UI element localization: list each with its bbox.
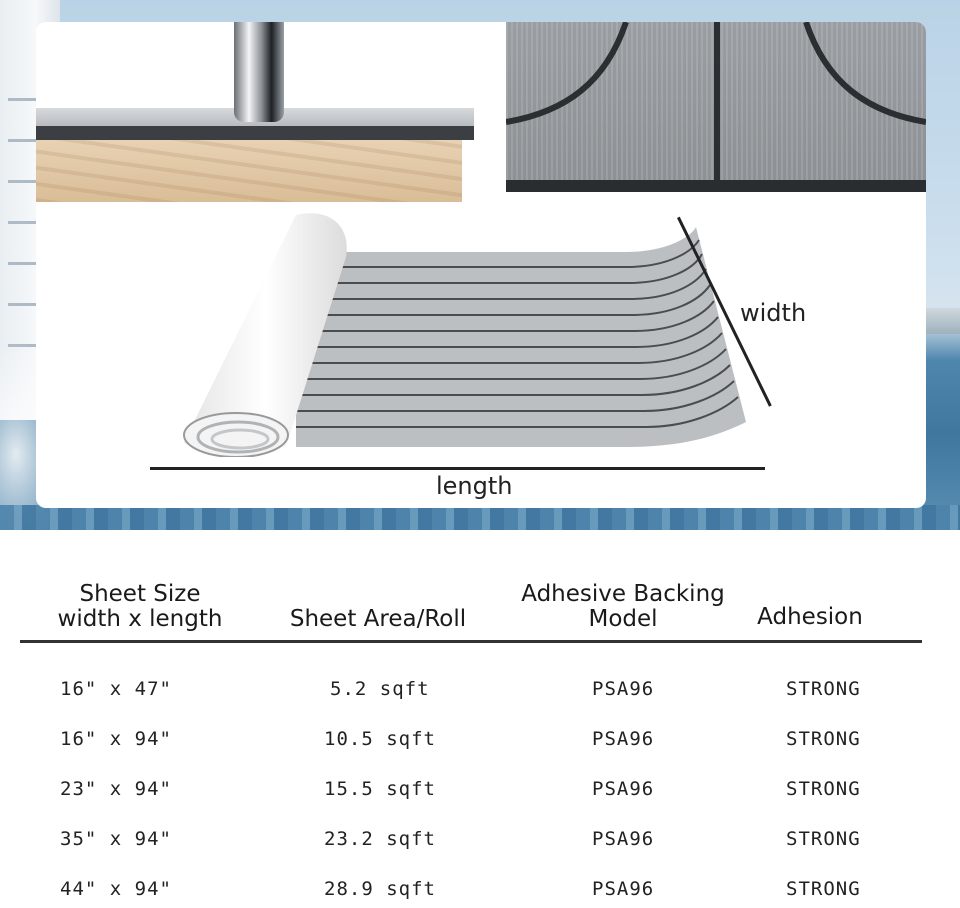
width-label: width (740, 299, 807, 327)
adhesion-cell: STRONG (786, 828, 861, 850)
steel-pole (234, 22, 284, 122)
spec-table (0, 530, 960, 904)
adhesion-cell: STRONG (786, 778, 861, 800)
size-cell: 23" x 94" (60, 778, 172, 800)
length-label: length (436, 472, 513, 500)
adhesion-cell: STRONG (786, 678, 861, 700)
header-sheet-size: Sheet Size width x length (57, 581, 223, 632)
area-cell: 28.9 sqft (324, 878, 436, 900)
area-cell: 10.5 sqft (324, 728, 436, 750)
table-row (0, 828, 960, 858)
model-cell: PSA96 (592, 778, 655, 800)
wood-substrate (36, 140, 462, 202)
header-adhesion: Adhesion (757, 604, 863, 630)
adhesion-cell: STRONG (786, 878, 861, 900)
groove-closeup-image (506, 22, 926, 192)
size-cell: 16" x 47" (60, 678, 172, 700)
model-cell: PSA96 (592, 828, 655, 850)
area-cell: 15.5 sqft (324, 778, 436, 800)
adhesion-cell: STRONG (786, 728, 861, 750)
model-cell: PSA96 (592, 678, 655, 700)
water-surface (0, 505, 960, 530)
pressure-demo-image (36, 22, 474, 207)
size-cell: 35" x 94" (60, 828, 172, 850)
distant-shore (920, 308, 960, 334)
table-row (0, 728, 960, 758)
size-cell: 16" x 94" (60, 728, 172, 750)
model-cell: PSA96 (592, 728, 655, 750)
area-cell: 5.2 sqft (330, 678, 430, 700)
table-row (0, 678, 960, 708)
table-row (0, 778, 960, 808)
header-sheet-area: Sheet Area/Roll (289, 606, 467, 632)
size-cell: 44" x 94" (60, 878, 172, 900)
model-cell: PSA96 (592, 878, 655, 900)
header-divider (20, 640, 922, 643)
area-cell: 23.2 sqft (324, 828, 436, 850)
header-adhesive-model: Adhesive Backing Model (521, 581, 725, 632)
product-card (36, 22, 926, 508)
length-dimension-line (150, 467, 765, 470)
